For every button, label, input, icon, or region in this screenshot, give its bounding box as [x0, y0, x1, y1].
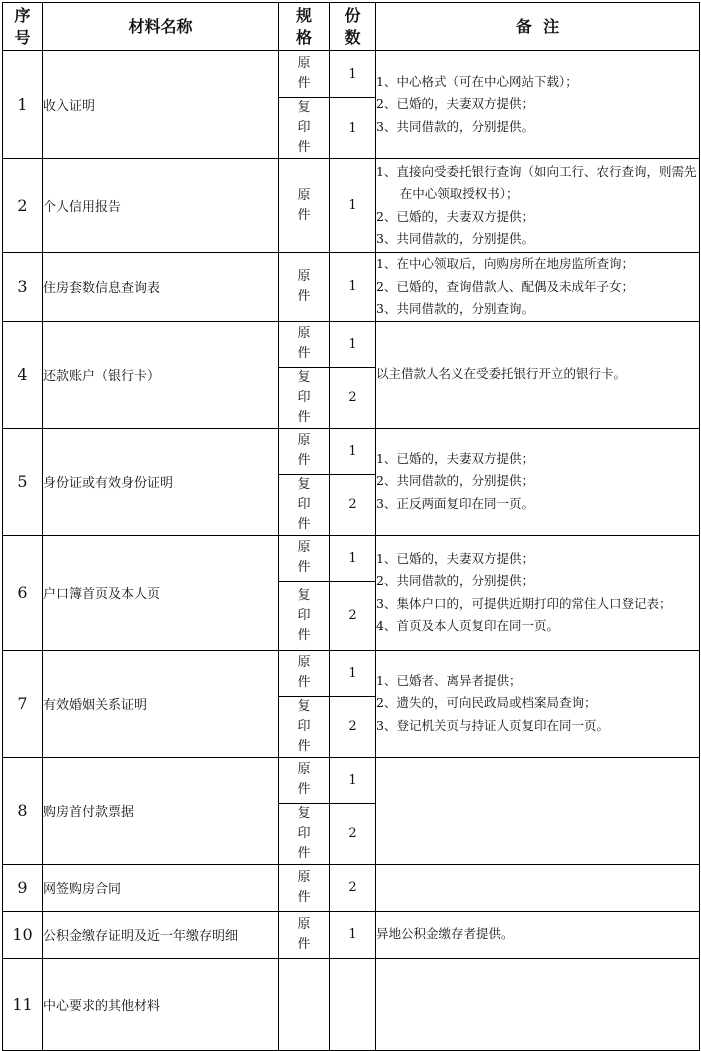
quantity-cell: 1	[330, 159, 376, 253]
table-row	[3, 253, 700, 322]
row-number: 8	[3, 757, 43, 864]
spec-cell	[279, 159, 330, 253]
quantity-cell: 1	[330, 757, 376, 803]
spec-label: 原件	[297, 433, 311, 468]
remark-line: 2、共同借款的，分别提供；	[376, 573, 534, 588]
spec-cell	[279, 474, 330, 535]
row-number: 10	[3, 911, 43, 958]
quantity-cell: 1	[330, 98, 376, 159]
spec-cell	[279, 535, 330, 581]
row-number: 1	[3, 51, 43, 159]
spec-cell	[279, 757, 330, 803]
remark-line: 1、直接向受委托银行查询（如向工行、农行查询，则需先在中心领取授权书）；	[376, 163, 697, 201]
row-number: 11	[3, 958, 43, 1050]
quantity-cell	[330, 958, 376, 1050]
table-body	[3, 51, 700, 1051]
table-row	[3, 159, 700, 253]
row-number: 6	[3, 535, 43, 650]
remarks-cell	[376, 757, 700, 864]
row-number: 3	[3, 253, 43, 322]
remarks-cell	[376, 51, 700, 159]
materials-table	[2, 2, 700, 1051]
remarks-cell	[376, 535, 700, 650]
remark-line: 3、登记机关页与持证人页复印在同一页。	[376, 717, 609, 733]
quantity-cell: 1	[330, 428, 376, 474]
material-name: 网签购房合同	[43, 864, 279, 911]
spec-label: 复印件	[297, 805, 311, 861]
spec-label: 复印件	[297, 100, 311, 155]
header-note: 备 注	[376, 3, 700, 51]
remarks-cell	[376, 911, 700, 958]
spec-cell	[279, 650, 330, 696]
table-row	[3, 51, 700, 98]
remarks-cell	[376, 864, 700, 911]
quantity-cell: 2	[330, 367, 376, 428]
remarks-cell	[376, 650, 700, 757]
remarks-cell	[376, 958, 700, 1050]
row-number: 7	[3, 650, 43, 757]
table-row	[3, 958, 700, 1050]
remarks-cell	[376, 321, 700, 428]
spec-cell	[279, 696, 330, 757]
spec-label: 原件	[297, 916, 311, 952]
row-number: 2	[3, 159, 43, 253]
remark-line: 2、遗失的，可向民政局或档案局查询；	[376, 695, 597, 711]
material-name: 收入证明	[43, 51, 279, 159]
quantity-cell: 2	[330, 864, 376, 911]
remark-line: 1、已婚的，夫妻双方提供；	[376, 450, 534, 466]
spec-cell	[279, 51, 330, 98]
material-name: 身份证或有效身份证明	[43, 428, 279, 535]
row-number: 9	[3, 864, 43, 911]
material-name: 个人信用报告	[43, 159, 279, 253]
quantity-cell: 2	[330, 696, 376, 757]
material-name: 公积金缴存证明及近一年缴存明细	[43, 911, 279, 958]
table-row	[3, 535, 700, 581]
remark-line: 1、已婚的，夫妻双方提供；	[376, 550, 534, 566]
spec-label: 原件	[297, 655, 311, 690]
header-name: 材料名称	[43, 3, 279, 51]
spec-label: 原件	[297, 187, 311, 223]
remark-line: 3、共同借款的，分别提供。	[376, 231, 534, 246]
spec-cell	[279, 253, 330, 322]
header-seq: 序号	[3, 3, 43, 51]
remark-line: 2、共同借款的，分别提供；	[376, 473, 534, 489]
spec-cell	[279, 428, 330, 474]
spec-cell	[279, 581, 330, 650]
spec-label: 复印件	[297, 698, 311, 754]
spec-cell	[279, 911, 330, 958]
spec-cell	[279, 803, 330, 864]
table-row	[3, 911, 700, 958]
table-row	[3, 757, 700, 803]
row-number: 4	[3, 321, 43, 428]
quantity-cell: 1	[330, 51, 376, 98]
spec-cell	[279, 864, 330, 911]
quantity-cell: 2	[330, 803, 376, 864]
quantity-cell: 1	[330, 535, 376, 581]
remark-line: 3、共同借款的，分别查询。	[376, 301, 534, 316]
quantity-cell: 1	[330, 650, 376, 696]
table-row	[3, 650, 700, 696]
spec-label: 原件	[297, 268, 311, 304]
remark-line: 以主借款人名义在受委托银行开立的银行卡。	[376, 366, 627, 382]
material-name: 有效婚姻关系证明	[43, 650, 279, 757]
remark-line: 异地公积金缴存者提供。	[376, 926, 514, 942]
quantity-cell: 2	[330, 581, 376, 650]
remark-line: 1、已婚者、离异者提供；	[376, 672, 522, 688]
remark-line: 1、在中心领取后，向购房所在地房监所查询；	[376, 256, 634, 271]
remark-line: 2、已婚的，查询借款人、配偶及未成年子女；	[376, 278, 634, 294]
remark-line: 2、已婚的，夫妻双方提供；	[376, 96, 534, 112]
row-number: 5	[3, 428, 43, 535]
remark-line: 2、已婚的，夫妻双方提供；	[376, 208, 534, 224]
header-row	[3, 3, 700, 51]
remark-line: 3、正反两面复印在同一页。	[376, 495, 534, 511]
remark-line: 3、共同借款的，分别提供。	[376, 118, 534, 134]
spec-label: 原件	[297, 326, 311, 361]
remark-line: 1、中心格式（可在中心网站下载）；	[376, 73, 578, 89]
spec-cell	[279, 98, 330, 159]
remarks-cell	[376, 428, 700, 535]
remarks-cell	[376, 159, 700, 253]
quantity-cell: 1	[330, 253, 376, 322]
quantity-cell: 2	[330, 474, 376, 535]
remark-line: 3、集体户口的，可提供近期打印的常住人口登记表；	[376, 595, 672, 611]
header-qty: 份数	[330, 3, 376, 51]
spec-label: 原件	[297, 869, 311, 905]
spec-cell	[279, 958, 330, 1050]
material-name: 还款账户（银行卡）	[43, 321, 279, 428]
header-spec: 规格	[279, 3, 330, 51]
material-name: 户口簿首页及本人页	[43, 535, 279, 650]
spec-cell	[279, 367, 330, 428]
spec-label: 复印件	[297, 369, 311, 425]
material-name: 中心要求的其他材料	[43, 958, 279, 1050]
material-name: 住房套数信息查询表	[43, 253, 279, 322]
table-row	[3, 864, 700, 911]
material-name: 购房首付款票据	[43, 757, 279, 864]
spec-label: 复印件	[297, 476, 311, 532]
spec-cell	[279, 321, 330, 367]
spec-label: 复印件	[297, 587, 311, 643]
table-row	[3, 321, 700, 367]
quantity-cell: 1	[330, 911, 376, 958]
spec-label: 原件	[297, 56, 311, 91]
spec-label: 原件	[297, 762, 311, 797]
quantity-cell: 1	[330, 321, 376, 367]
remarks-cell	[376, 253, 700, 322]
spec-label: 原件	[297, 540, 311, 575]
table-row	[3, 428, 700, 474]
remark-line: 4、首页及本人页复印在同一页。	[376, 618, 559, 633]
